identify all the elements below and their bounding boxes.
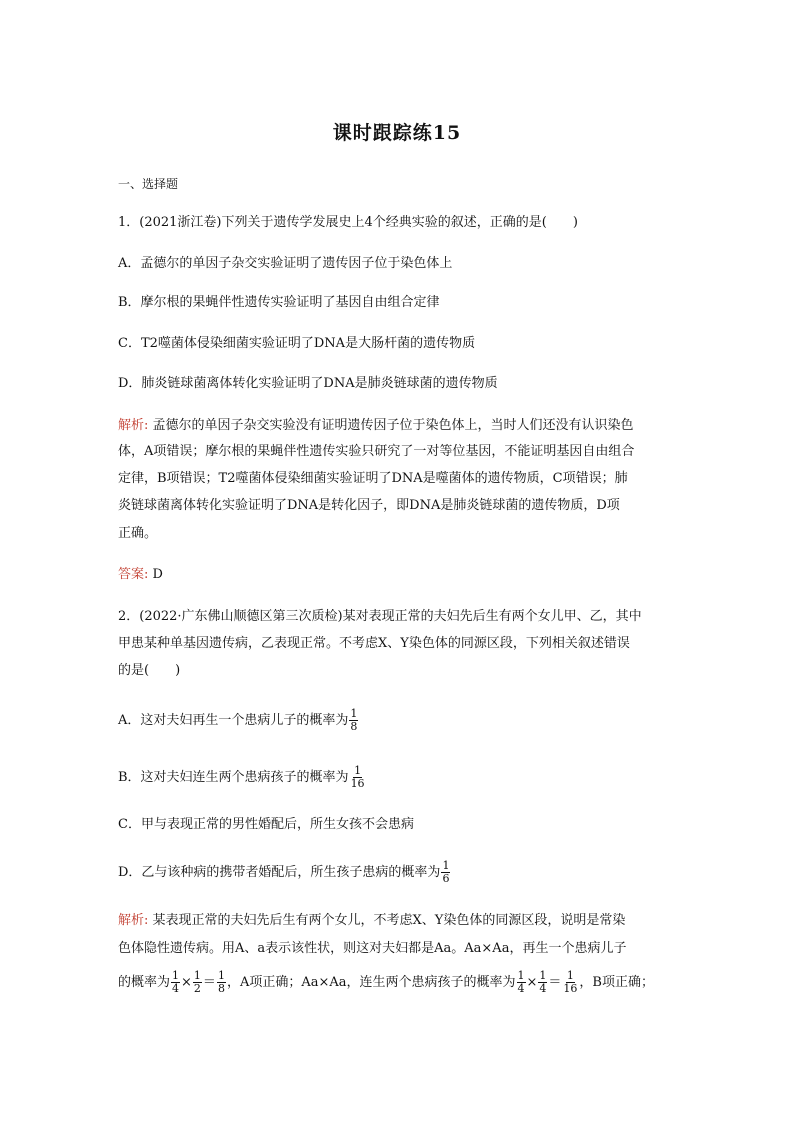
q2-analysis-line: 的概率为 $\frac{1}{4}$ × $\frac{1}{2}$ ＝ $\frac{1}{8}$ ，A项正确；Aa×Aa，连生两个患病孩子的概率为 $\frac{1}{4}$ × $\frac{1}{4}$ ＝ $\frac{1}{16}$ ，B项正确；	[118, 969, 654, 995]
fraction: $\frac{1}{8}$	[217, 969, 225, 995]
fraction: $\frac{1}{8}$	[350, 707, 358, 733]
answer-label: 答案:	[118, 567, 149, 582]
fraction: $\frac{1}{16}$	[350, 764, 365, 790]
q1-analysis-line: 定律，B项错误；T2噬菌体侵染细菌实验证明了DNA是噬菌体的遗传物质，C项错误；肺	[118, 471, 628, 486]
q2-stem-line: 的是( )	[118, 663, 181, 678]
fraction: $\frac{1}{4}$	[539, 969, 547, 995]
q1-option-a: A．孟德尔的单因子杂交实验证明了遗传因子位于染色体上	[118, 256, 453, 271]
q1-answer	[118, 566, 688, 584]
q2-option-a: A．这对夫妇再生一个患病儿子的概率为 $\frac{1}{8}$	[118, 707, 358, 733]
q2-option-b: B．这对夫妇连生两个患病孩子的概率为 $\frac{1}{16}$	[118, 764, 365, 790]
q1-option-d: D．肺炎链球菌离体转化实验证明了DNA是肺炎链球菌的遗传物质	[118, 376, 498, 391]
fraction: $\frac{1}{6}$	[442, 859, 450, 885]
q2-analysis-line: 色体隐性遗传病。用A、a表示该性状，则这对夫妇都是Aa。Aa×Aa，再生一个患病儿子	[118, 941, 627, 956]
analysis-label: 解析:	[118, 418, 149, 433]
fraction: $\frac{1}{4}$	[172, 969, 180, 995]
q1-analysis-line: 正确。	[118, 526, 158, 541]
q2-analysis-line: 解析: 某表现正常的夫妇先后生有两个女儿，不考虑X、Y染色体的同源区段，说明是常染	[118, 913, 626, 928]
q2-option-c: C．甲与表现正常的男性婚配后，所生女孩不会患病	[118, 817, 414, 832]
q2-option-d: D．乙与该种病的携带者婚配后，所生孩子患病的概率为 $\frac{1}{6}$	[118, 859, 450, 885]
q1-option-c: C．T2噬菌体侵染细菌实验证明了DNA是大肠杆菌的遗传物质	[118, 336, 476, 351]
page-title: 课时跟踪练15	[332, 122, 462, 144]
fraction: $\frac{1}{4}$	[517, 969, 525, 995]
q2-stem-line: 甲患某种单基因遗传病，乙表现正常。不考虑X、Y染色体的同源区段，下列相关叙述错误	[118, 636, 630, 651]
q1-stem: 1．(2021浙江卷)下列关于遗传学发展史上4个经典实验的叙述，正确的是( )	[118, 215, 578, 230]
q1-analysis-line: 炎链球菌离体转化实验证明了DNA是转化因子，即DNA是肺炎链球菌的遗传物质，D项	[118, 498, 620, 513]
answer-value: D	[148, 567, 163, 582]
q1-analysis-line: 体，A项错误；摩尔根的果蝇伴性遗传实验只研究了一对等位基因，不能证明基因自由组合	[118, 444, 635, 459]
analysis-label: 解析:	[118, 913, 149, 928]
fraction: $\frac{1}{2}$	[193, 969, 201, 995]
section-heading: 一、选择题	[118, 177, 179, 191]
fraction: $\frac{1}{16}$	[563, 969, 578, 995]
q1-analysis-line: 解析: 孟德尔的单因子杂交实验没有证明遗传因子位于染色体上，当时人们还没有认识染色	[118, 418, 634, 433]
q1-option-b: B．摩尔根的果蝇伴性遗传实验证明了基因自由组合定律	[118, 295, 440, 310]
q2-stem-line: 2．(2022·广东佛山顺德区第三次质检)某对表现正常的夫妇先后生有两个女儿甲、乙，其中	[118, 609, 642, 624]
